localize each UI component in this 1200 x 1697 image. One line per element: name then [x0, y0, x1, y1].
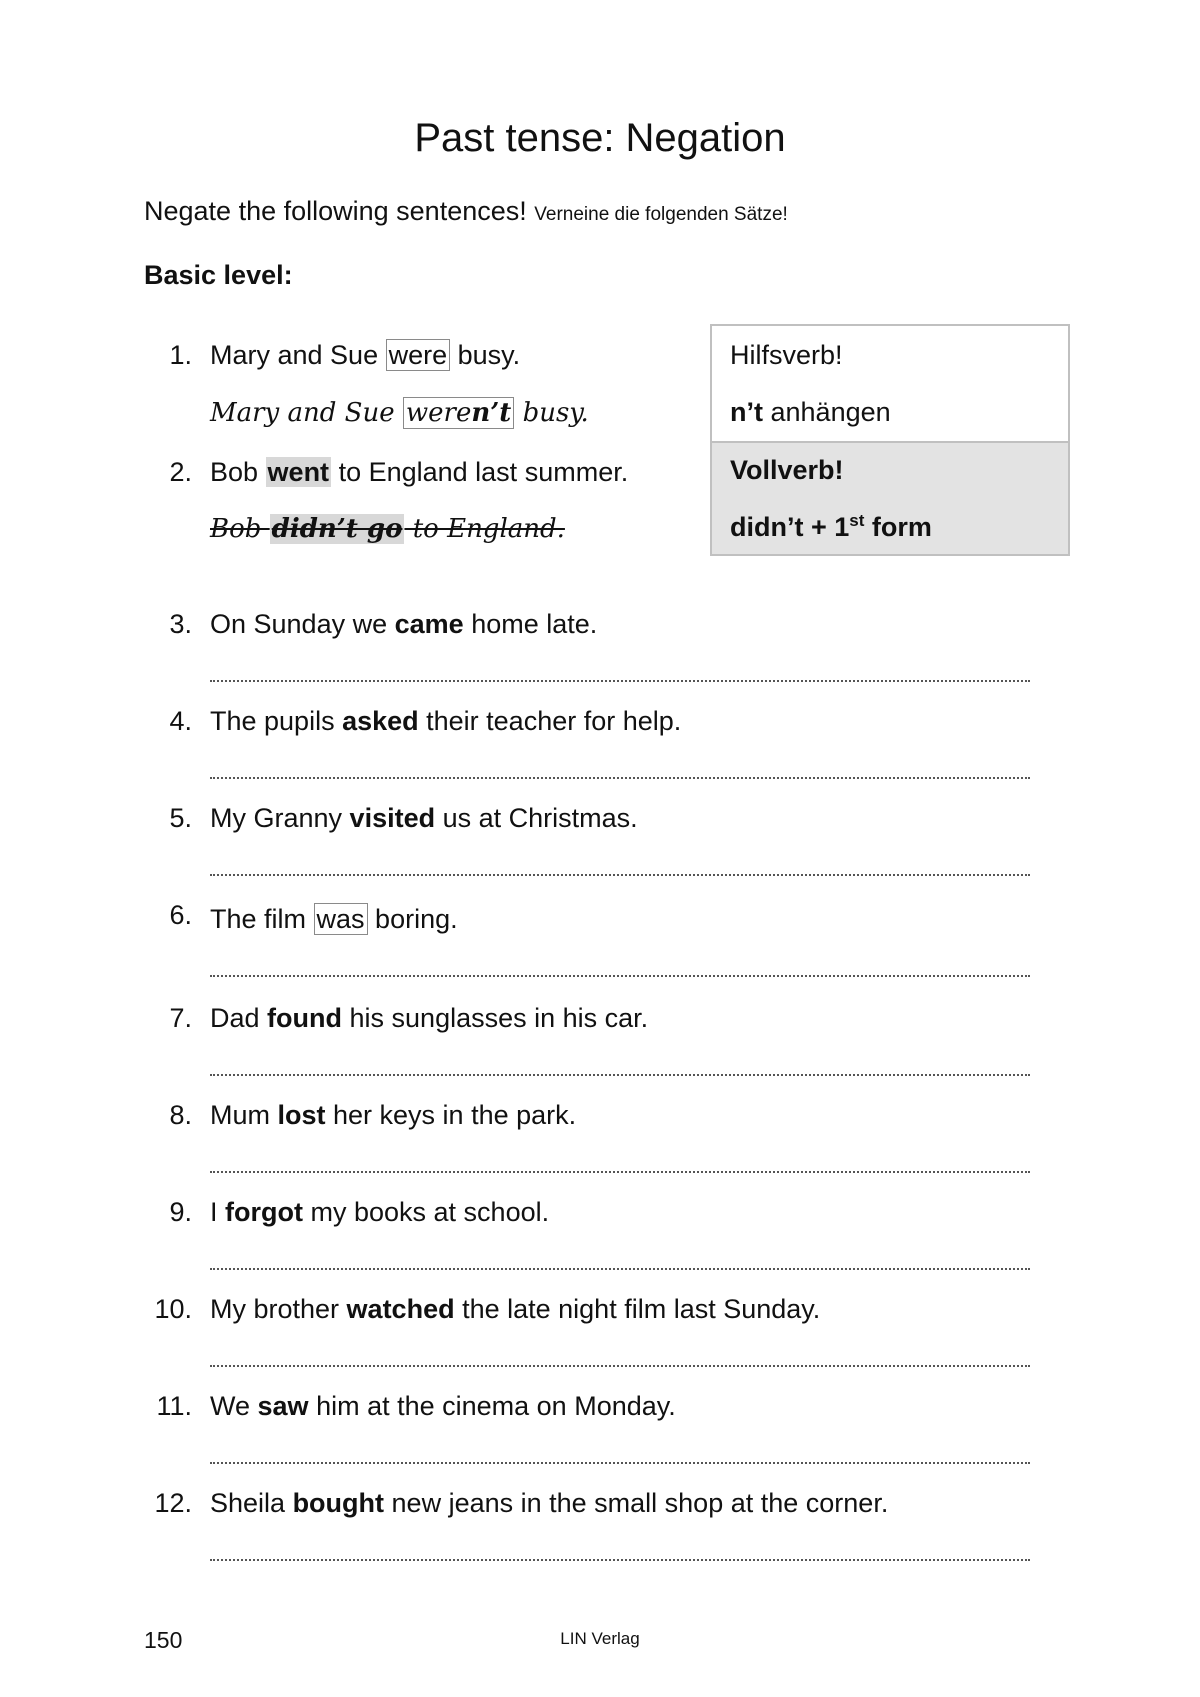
exercise-verb: saw [257, 1391, 309, 1421]
exercise-number: 3. [169, 609, 192, 639]
sentence-text: We [210, 1391, 258, 1421]
hint-aux-rule [730, 395, 891, 429]
instruction-english: Negate the following sentences! [144, 196, 527, 226]
exercise-number: 4. [169, 706, 192, 736]
sentence-text: The film [210, 904, 314, 934]
answer-text: Bob [210, 514, 270, 544]
answer-line[interactable] [210, 1268, 1030, 1270]
sentence-text: I [210, 1197, 226, 1227]
instruction [144, 194, 788, 232]
exercise-sentence [210, 607, 597, 641]
sentence-text: her keys in the park. [325, 1100, 577, 1130]
example-number: 1. [169, 340, 192, 370]
instruction-german: Verneine die folgenden Sätze! [534, 204, 788, 225]
exercise-sentence [210, 1195, 549, 1229]
publisher: LIN Verlag [560, 1629, 640, 1648]
exercise-verb: found [267, 1003, 343, 1033]
page-number: 150 [144, 1627, 183, 1653]
sentence-text: Sheila [210, 1488, 293, 1518]
answer-verb: were [405, 398, 472, 428]
sentence-text: boring. [367, 904, 458, 934]
exercise-sentence [210, 801, 638, 835]
exercise-number: 7. [169, 1003, 192, 1033]
hint-aux-text: anhängen [763, 397, 891, 427]
exercise-number: 12. [154, 1488, 192, 1518]
hint-main-title: Vollverb! [730, 455, 844, 485]
exercise-verb: asked [342, 706, 419, 736]
example-answer [210, 512, 565, 546]
sentence-text: home late. [463, 609, 598, 639]
exercise-number: 9. [169, 1197, 192, 1227]
sentence-text: On Sunday we [210, 609, 395, 639]
answer-line[interactable] [210, 1074, 1030, 1076]
answer-line[interactable] [210, 1462, 1030, 1464]
exercise-number: 8. [169, 1100, 192, 1130]
hint-main-rule [730, 510, 932, 544]
exercise-sentence [210, 1389, 676, 1423]
exercise-verb: watched [346, 1294, 455, 1324]
sentence-text: The pupils [210, 706, 343, 736]
answer-line[interactable] [210, 1171, 1030, 1173]
answer-line[interactable] [210, 680, 1030, 682]
exercise-sentence [210, 1486, 888, 1520]
sentence-text: Mary and Sue [210, 340, 386, 370]
sentence-text: Mum [210, 1100, 278, 1130]
example-number: 2. [169, 457, 192, 487]
sentence-text: Dad [210, 1003, 268, 1033]
exercise-sentence [210, 704, 681, 738]
exercise-sentence [210, 1292, 820, 1326]
hint-main-sup: st [849, 511, 865, 530]
exercise-verb: forgot [225, 1197, 303, 1227]
sentence-text: My Granny [210, 803, 350, 833]
level-heading: Basic level: [144, 260, 293, 290]
page-title: Past tense: Negation [414, 116, 786, 160]
exercise-sentence [210, 902, 458, 936]
exercise-verb: came [394, 609, 464, 639]
exercise-number: 5. [169, 803, 192, 833]
shaded-answer-verb: didn’t go [271, 514, 403, 544]
exercise-verb: visited [349, 803, 436, 833]
exercise-number: 10. [154, 1294, 192, 1324]
exercise-number: 6. [169, 900, 192, 930]
example-sentence [210, 455, 628, 489]
sentence-text: their teacher for help. [418, 706, 682, 736]
hint-main-text: form [864, 512, 932, 542]
sentence-text: busy. [450, 340, 521, 370]
exercise-verb: bought [292, 1488, 385, 1518]
answer-text: busy. [514, 398, 589, 428]
example-answer [210, 396, 589, 430]
boxed-verb: was [314, 903, 368, 935]
sentence-text: my books at school. [302, 1197, 550, 1227]
answer-negation: n’t [471, 398, 512, 428]
answer-line[interactable] [210, 874, 1030, 876]
boxed-answer-verb [403, 397, 514, 429]
sentence-text: Bob [210, 457, 266, 487]
hint-aux-title: Hilfsverb! [730, 340, 843, 370]
hint-auxiliary [712, 326, 1068, 443]
hint-box [710, 324, 1070, 556]
hint-main-verb [712, 443, 1068, 554]
shaded-verb: went [267, 457, 330, 487]
sentence-text: My brother [210, 1294, 347, 1324]
example-sentence [210, 338, 520, 372]
answer-line[interactable] [210, 777, 1030, 779]
hint-main-text: didn’t + 1 [730, 512, 850, 542]
hint-aux-suffix: n’t [730, 397, 763, 427]
exercise-sentence [210, 1098, 576, 1132]
sentence-text: us at Christmas. [435, 803, 638, 833]
answer-line[interactable] [210, 1365, 1030, 1367]
sentence-text: his sunglasses in his car. [342, 1003, 649, 1033]
sentence-text: him at the cinema on Monday. [308, 1391, 676, 1421]
exercise-verb: lost [277, 1100, 326, 1130]
exercise-number: 11. [156, 1391, 192, 1421]
sentence-text: the late night film last Sunday. [454, 1294, 821, 1324]
sentence-text: new jeans in the small shop at the corner. [384, 1488, 889, 1518]
answer-line[interactable] [210, 975, 1030, 977]
answer-text: Mary and Sue [210, 398, 403, 428]
answer-line[interactable] [210, 1559, 1030, 1561]
exercise-sentence [210, 1001, 648, 1035]
answer-text: to England. [404, 514, 565, 544]
sentence-text: to England last summer. [331, 457, 629, 487]
boxed-verb: were [386, 339, 451, 371]
